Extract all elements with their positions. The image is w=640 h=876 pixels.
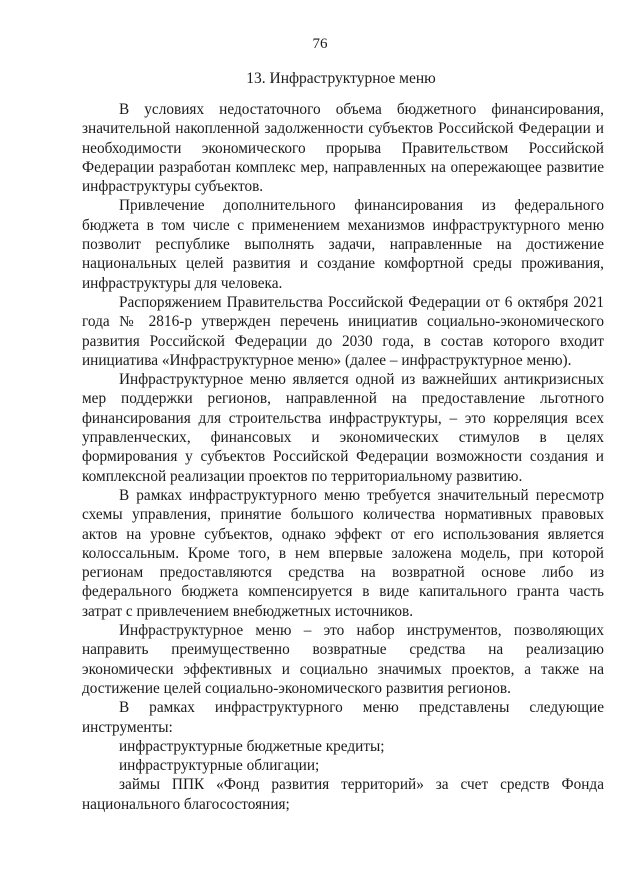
paragraph: Инфраструктурное меню – это набор инструментов, позволяющих направить преимущественно возвратные средства на реализацию экономически эффективных и социально значимых проектов, а также на достижение целей социально-экономического развития регионов.	[82, 622, 604, 697]
paragraph: В условиях недостаточного объема бюджетного финансирования, значительной накопленной задолженности субъектов Российской Федерации и необходимости экономического прорыва Правительством Российской Федерации разработан комплекс мер, направленных на опережающее развитие инфраструктуры субъектов.	[82, 101, 604, 196]
list-item: инфраструктурные бюджетные кредиты;	[119, 737, 385, 755]
paragraph: Инфраструктурное меню является одной из важнейших антикризисных мер поддержки регионов, направленной на предоставление льготного финансирования для строительства инфраструктуры, – это корреляция всех управленческих, финансовых и экономических стимулов в целях формирования у субъектов Российской Федерации возможности создания и комплексной реализации проектов по территориальному развитию.	[82, 371, 604, 485]
paragraph: Распоряжением Правительства Российской Федерации от 6 октября 2021 года № 2816-р утвержден перечень инициатив социально-экономического развития Российской Федерации до 2030 года, в состав которого входит инициатива «Инфраструктурное меню» (далее – инфраструктурное меню).	[82, 293, 604, 369]
paragraph: В рамках инфраструктурного меню представлены следующие инструменты:	[82, 699, 604, 736]
paragraph: Привлечение дополнительного финансирования из федерального бюджета в том числе с применением механизмов инфраструктурного меню позволит республике выполнять задачи, направленные на достижение национальных целей развития и создание комфортной среды проживания, инфраструктуры для человека.	[82, 197, 604, 292]
section-title: 13. Инфраструктурное меню	[246, 70, 436, 87]
page-number: 76	[312, 36, 328, 52]
list-item: инфраструктурные облигации;	[119, 757, 320, 775]
document-body	[82, 100, 604, 814]
list-item: займы ППК «Фонд развития территорий» за счет средств Фонда национального благосостояния;	[82, 776, 604, 813]
paragraph: В рамках инфраструктурного меню требуется значительный пересмотр схемы управления, принятие большого количества нормативных правовых актов на уровне субъектов, однако эффект от его использования является колоссальным. Кроме того, в нем впервые заложена модель, при которой регионам предоставляются средства на возвратной основе либо из федерального бюджета компенсируется в виде капитального гранта часть затрат с привлечением внебюджетных источников.	[82, 486, 604, 620]
